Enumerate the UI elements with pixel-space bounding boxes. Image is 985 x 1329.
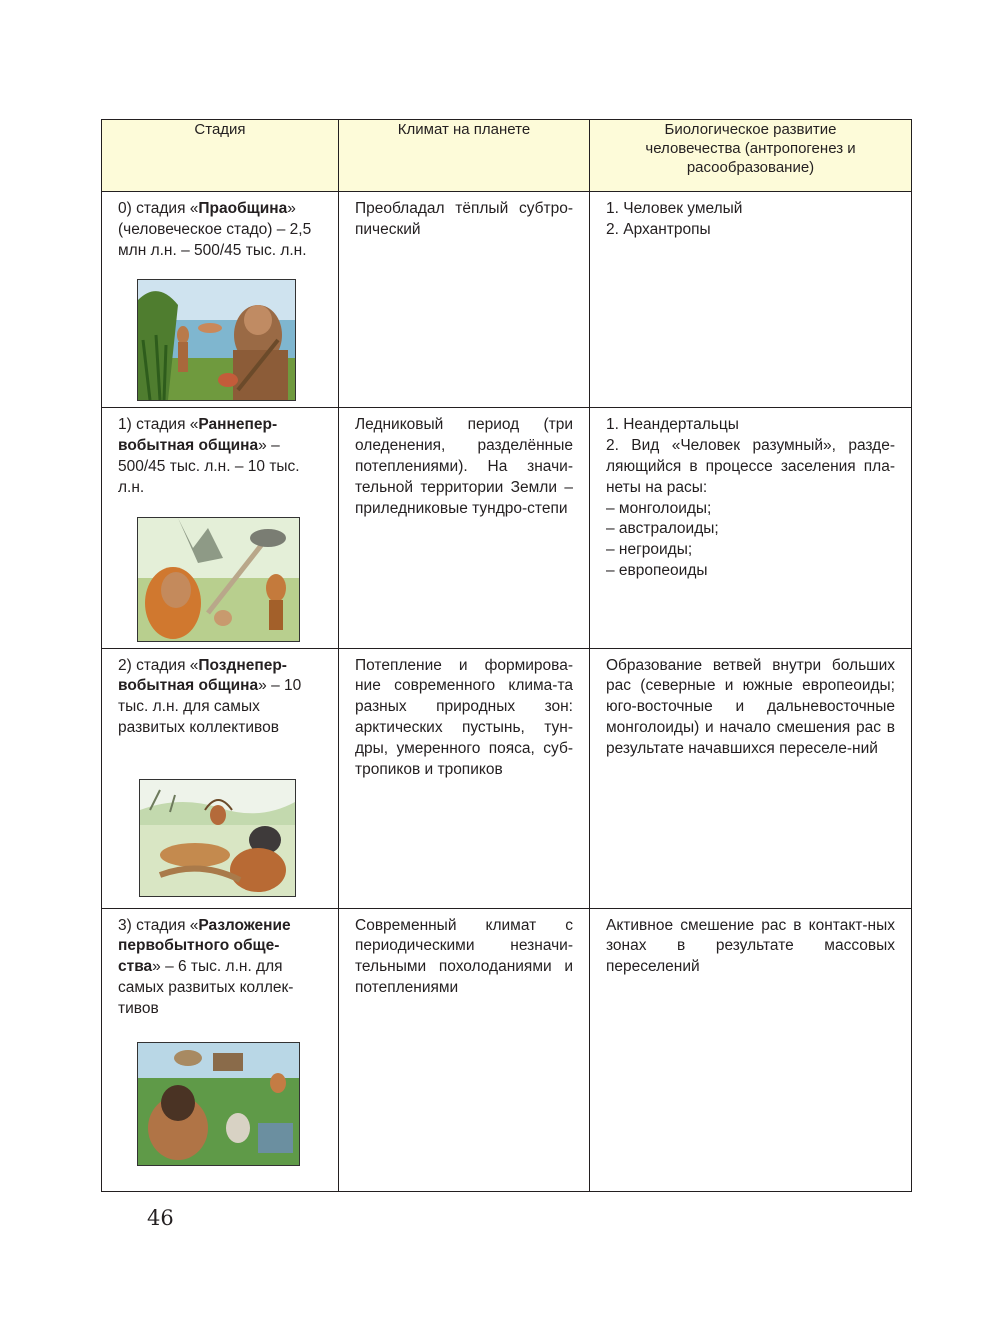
climate-cell — [339, 908, 590, 1191]
stage-period: » (человеческое стадо) – 2,5 млн л.н. – 500/45 тыс. л.н. — [118, 200, 312, 259]
header-bio — [590, 120, 912, 192]
illustration-early-hominids — [137, 279, 296, 401]
bio-cell — [590, 192, 912, 408]
stage-cell — [102, 648, 339, 908]
header-stage: Стадия — [102, 120, 339, 192]
bio-text: Активное смешение рас в контакт-ных зонах в результате массовых переселений — [606, 916, 895, 976]
climate-text: Современный климат с периодическими незначи-тельными похолоданиями и потеплениями — [355, 916, 573, 996]
stage-prefix: 2) стадия « — [118, 656, 199, 674]
stage-cell — [102, 408, 339, 648]
stage-name: Раннепер-вобытная община — [118, 416, 278, 455]
list-item: 2. Архантропы — [606, 220, 711, 238]
table-row — [102, 192, 912, 408]
table-row — [102, 908, 912, 1191]
stage-name: Разложение первобытного обще-ства — [118, 916, 291, 976]
list-item: – негроиды; — [606, 541, 693, 559]
climate-text: Потепление и формирова-ние современного клима-та разных природных зон: арктических пустынь, тун-дры, умеренного пояса, суб-тропиков и тропиков — [355, 656, 573, 778]
stage-name: Позднепер-вобытная община — [118, 656, 287, 695]
table-header-row — [102, 120, 912, 192]
bio-cell — [590, 408, 912, 648]
stage-cell — [102, 192, 339, 408]
climate-cell — [339, 408, 590, 648]
header-bio-text: Биологическое развитие человечества (антропогенез и расообразование) — [645, 121, 856, 176]
list-item: 2. Вид «Человек разумный», разде-ляющийся в процессе заселения пла-неты на расы: — [606, 437, 895, 496]
table-row — [102, 408, 912, 648]
stage-period: » – 6 тыс. л.н. для самых развитых коллек-тивов — [118, 958, 294, 1017]
bio-text: Образование ветвей внутри больших рас (северные и южные европеоиды; юго-восточные и дальневосточные монголоиды) и начало смешения рас в результате начавшихся переселе-ний — [606, 656, 895, 757]
list-item: 1. Неандертальцы — [606, 416, 739, 434]
bio-cell — [590, 908, 912, 1191]
illustration-early-farmers — [137, 1042, 300, 1166]
bio-list — [606, 415, 895, 581]
illustration-mammoth-hunt — [137, 517, 300, 642]
stage-period: » – 10 тыс. л.н. для самых развитых коллективов — [118, 677, 302, 736]
list-item: 1. Человек умелый — [606, 200, 743, 217]
header-climate: Климат на планете — [339, 120, 590, 192]
stages-table — [101, 119, 912, 1192]
bio-cell — [590, 648, 912, 908]
climate-text: Ледниковый период (три оледенения, разделённые потеплениями). На значи-тельной территории Земли – приледниковые тундро-степи — [355, 416, 573, 517]
stage-prefix: 0) стадия « — [118, 200, 199, 217]
list-item: – монголоиды; — [606, 499, 712, 517]
stage-prefix: 1) стадия « — [118, 416, 199, 434]
climate-cell — [339, 192, 590, 408]
climate-cell — [339, 648, 590, 908]
stage-cell — [102, 908, 339, 1191]
bio-list — [606, 199, 895, 241]
illustration-bow-hunters — [139, 779, 296, 897]
page-number: 46 — [147, 1206, 174, 1230]
stage-name: Праобщина — [198, 200, 288, 217]
stage-period: » – 500/45 тыс. л.н. – 10 тыс. л.н. — [118, 437, 300, 496]
climate-text: Преобладал тёплый субтро-пический — [355, 200, 573, 238]
stage-prefix: 3) стадия « — [118, 916, 199, 934]
list-item: – австралоиды; — [606, 520, 719, 538]
list-item: – европеоиды — [606, 561, 708, 579]
table-row — [102, 648, 912, 908]
